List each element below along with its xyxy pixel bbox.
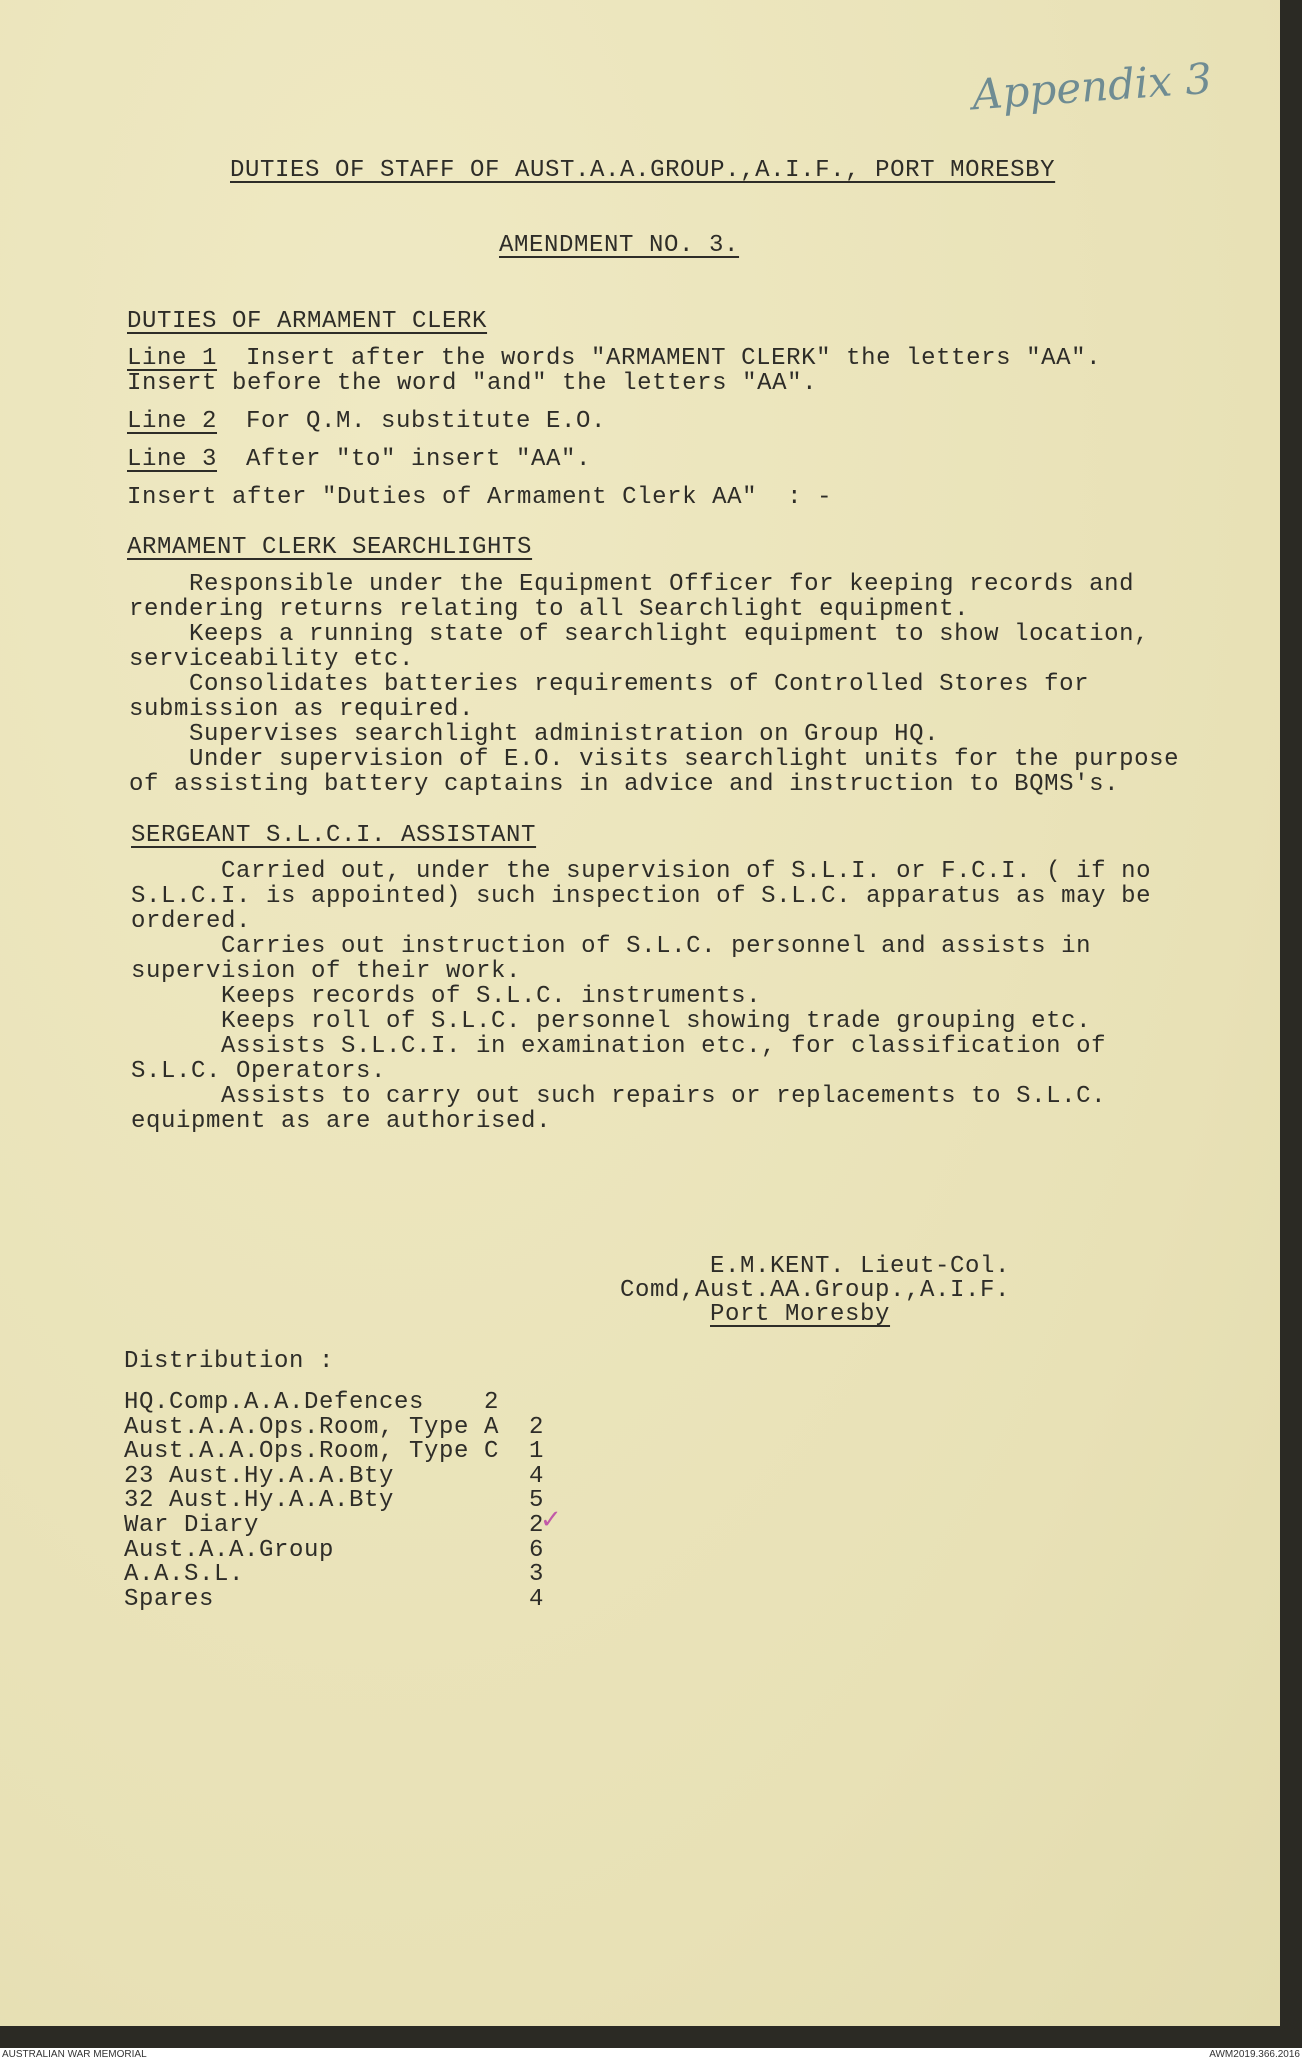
text-line: S.L.C. Operators. xyxy=(131,1058,387,1085)
text-line: ordered. xyxy=(131,908,252,935)
handwritten-note: Appendix 3 xyxy=(970,53,1214,120)
line-text: After "to" insert "AA". xyxy=(246,446,592,473)
text-line: rendering returns relating to all Searchlight equipment. xyxy=(129,596,970,623)
recipient: Aust.A.A.Group xyxy=(124,1536,335,1564)
recipient: Aust.A.A.Ops.Room, Type C xyxy=(124,1438,500,1466)
recipient: 23 Aust.Hy.A.A.Bty xyxy=(124,1462,395,1490)
section-heading-slci-assistant: SERGEANT S.L.C.I. ASSISTANT xyxy=(131,822,537,849)
signature-place: Port Moresby xyxy=(710,1301,891,1328)
slci-paragraph xyxy=(131,859,1151,1134)
signature-name: E.M.KENT. Lieut-Col. xyxy=(710,1253,1011,1280)
copies: 4 xyxy=(529,1585,545,1613)
signature-role: Comd,Aust.AA.Group.,A.I.F. xyxy=(620,1277,1011,1304)
copies: 3 xyxy=(529,1561,545,1589)
recipient: A.A.S.L. xyxy=(124,1561,245,1589)
amendment-number: AMENDMENT NO. 3. xyxy=(499,232,740,259)
text-line: Carries out instruction of S.L.C. personnel and assists in xyxy=(131,933,1092,960)
copies: 6 xyxy=(529,1536,545,1564)
footer-accession-number: AWM2019.366.2016 xyxy=(1209,2049,1300,2060)
recipient: Aust.A.A.Ops.Room, Type A xyxy=(124,1413,500,1441)
text-line: Keeps roll of S.L.C. personnel showing trade grouping etc. xyxy=(131,1008,1092,1035)
document-title: DUTIES OF STAFF OF AUST.A.A.GROUP.,A.I.F., PORT MORESBY xyxy=(230,157,1056,184)
line-label: Line 2 xyxy=(127,408,218,435)
text-line: Assists S.L.C.I. in examination etc., for classification of xyxy=(131,1033,1107,1060)
text-line: submission as required. xyxy=(129,696,475,723)
text-line: Carried out, under the supervision of S.L.I. or F.C.I. ( if no xyxy=(131,858,1152,885)
text-line: Keeps records of S.L.C. instruments. xyxy=(131,983,762,1010)
copies: 4 xyxy=(529,1462,545,1490)
insert-note: Insert after "Duties of Armament Clerk AA" : - xyxy=(127,484,833,511)
checkmark-icon: ✓ xyxy=(540,1505,562,1535)
text-line: Responsible under the Equipment Officer for keeping records and xyxy=(129,571,1135,598)
copies: 1 xyxy=(529,1438,545,1466)
text-line: Assists to carry out such repairs or replacements to S.L.C. xyxy=(131,1083,1107,1110)
recipient: Spares xyxy=(124,1585,215,1613)
text-line: Keeps a running state of searchlight equipment to show location, xyxy=(129,621,1150,648)
copies: 2 xyxy=(484,1389,500,1416)
copies: 5 xyxy=(529,1487,545,1515)
searchlights-paragraph xyxy=(129,572,1179,797)
text-line: equipment as are authorised. xyxy=(131,1108,552,1135)
line-label: Line 3 xyxy=(127,446,218,473)
recipient: HQ.Comp.A.A.Defences xyxy=(124,1389,425,1416)
line-text-continued: Insert before the word "and" the letters "AA". xyxy=(127,370,818,397)
section-heading-searchlights: ARMAMENT CLERK SEARCHLIGHTS xyxy=(127,534,533,561)
line-text: For Q.M. substitute E.O. xyxy=(246,408,607,435)
distribution-heading: Distribution : xyxy=(124,1348,335,1375)
text-line: serviceability etc. xyxy=(129,646,415,673)
section-heading-armament-clerk: DUTIES OF ARMAMENT CLERK xyxy=(127,308,488,335)
copies: 2 xyxy=(529,1413,545,1441)
footer-credit: AUSTRALIAN WAR MEMORIAL xyxy=(2,2049,147,2060)
recipient: 32 Aust.Hy.A.A.Bty xyxy=(124,1487,395,1515)
copies: 2 xyxy=(529,1511,545,1539)
recipient: War Diary xyxy=(124,1511,260,1539)
text-line: Consolidates batteries requirements of Controlled Stores for xyxy=(129,671,1090,698)
text-line: Under supervision of E.O. visits searchlight units for the purpose xyxy=(129,746,1180,773)
text-line: supervision of their work. xyxy=(131,958,522,985)
text-line: Supervises searchlight administration on Group HQ. xyxy=(129,721,940,748)
text-line: S.L.C.I. is appointed) such inspection of S.L.C. apparatus as may be xyxy=(131,883,1152,910)
text-line: of assisting battery captains in advice and instruction to BQMS's. xyxy=(129,771,1120,798)
line-label: Line 1 xyxy=(127,345,218,372)
line-text: Insert after the words "ARMAMENT CLERK" the letters "AA". xyxy=(246,345,1102,372)
